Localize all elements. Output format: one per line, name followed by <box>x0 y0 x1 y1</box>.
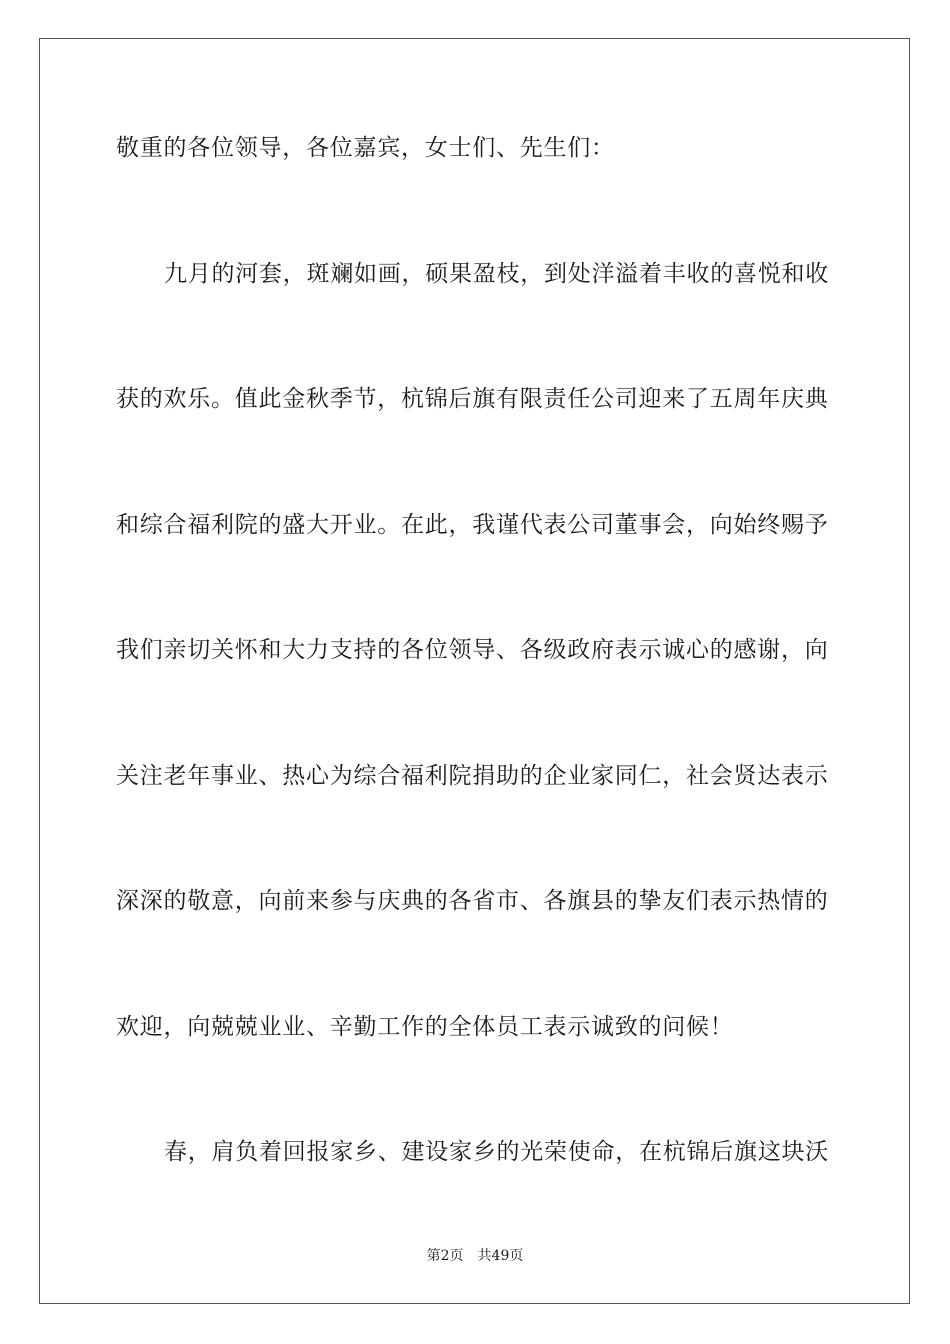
text-line: 欢迎，向兢兢业业、辛勤工作的全体员工表示诚致的问候！ <box>116 1014 734 1040</box>
text-line: 关注老年事业、热心为综合福利院捐助的企业家同仁，社会贤达表示 <box>116 763 829 789</box>
page-frame <box>39 38 910 1304</box>
text-line: 我们亲切关怀和大力支持的各位领导、各级政府表示诚心的感谢，向 <box>116 637 829 663</box>
page-total: 共49页 <box>477 1248 524 1264</box>
text-line: 深深的敬意，向前来参与庆典的各省市、各旗县的挚友们表示热情的 <box>116 888 829 914</box>
salutation-line: 敬重的各位领导，各位嘉宾，女士们、先生们： <box>116 135 615 161</box>
page-footer <box>0 1247 950 1265</box>
page-number: 第2页 <box>426 1248 464 1264</box>
text-line: 获的欢乐。值此金秋季节，杭锦后旗有限责任公司迎来了五周年庆典 <box>116 386 829 412</box>
text-line: 春，肩负着回报家乡、建设家乡的光荣使命，在杭锦后旗这块沃 <box>164 1139 829 1165</box>
text-line: 九月的河套，斑斓如画，硕果盈枝，到处洋溢着丰收的喜悦和收 <box>164 261 829 287</box>
text-line: 和综合福利院的盛大开业。在此，我谨代表公司董事会，向始终赐予 <box>116 512 829 538</box>
